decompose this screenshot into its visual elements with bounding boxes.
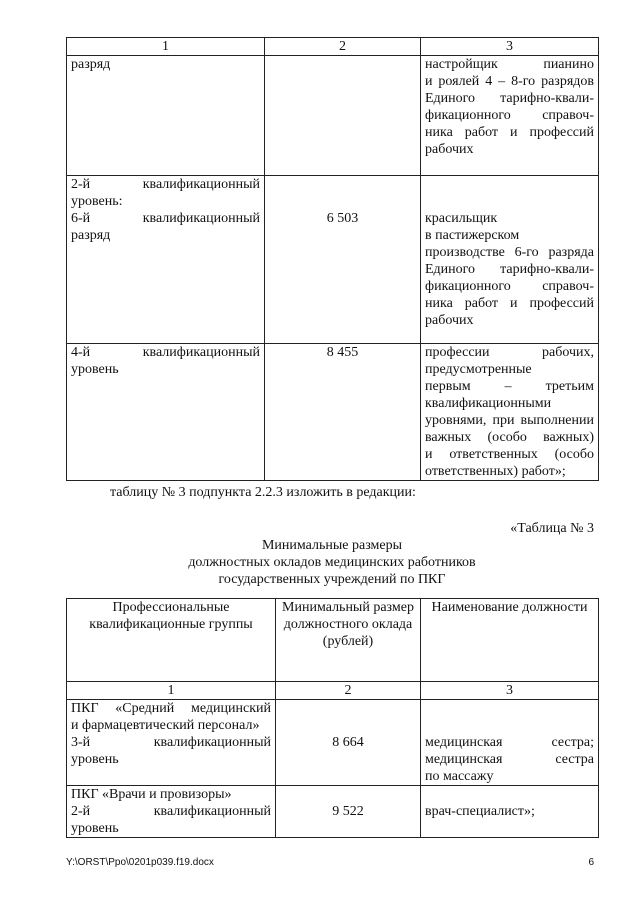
header-cell: 2 [265,38,421,56]
table-header-row [67,38,599,56]
table-cell: красильщик в пастижерском производстве 6-го разряда Единого тарифно-квали- фикационного справоч- ника работ и профессий рабочих [421,176,599,344]
table-continued [66,37,599,481]
header-cell: 1 [67,38,265,56]
table-cell: 8 664 [276,700,421,786]
table-cell: 4-й квалификационный уровень [67,344,265,481]
table-row [67,56,599,176]
table-cell: ПКГ «Врачи и провизоры» 2-й квалификационный уровень [67,786,276,838]
table-row [67,176,599,344]
table-header-row [67,599,599,682]
table-cell: медицинская сестра; медицинская сестра по массажу [421,700,599,786]
number-cell: 3 [421,682,599,700]
table-row [67,344,599,481]
table-label: «Таблица № 3 [510,521,594,536]
table-cell: настройщик пианино и роялей 4 – 8-го разрядов Единого тарифно-квали- фикационного справоч- ника работ и профессий рабочих [421,56,599,176]
table-cell: 8 455 [265,344,421,481]
header-cell: Профессиональные квалификационные группы [67,599,276,682]
instruction-text: таблицу № 3 подпункта 2.2.3 изложить в редакции: [110,485,416,500]
table-number-row [67,682,599,700]
page-number: 6 [588,857,594,868]
number-cell: 2 [276,682,421,700]
table-row [67,786,599,838]
table-cell: 9 522 [276,786,421,838]
table-cell: разряд [67,56,265,176]
table-title: Минимальные размеры должностных окладов медицинских работников государственных учреждений по ПКГ [188,538,476,587]
table-cell: 6 503 [265,176,421,344]
table-cell [265,56,421,176]
table-row [67,700,599,786]
table-cell: ПКГ «Средний медицинский и фармацевтический персонал» 3-й квалификационный уровень [67,700,276,786]
number-cell: 1 [67,682,276,700]
footer-file-path: Y:\ORST\Ppo\0201p039.f19.docx [66,857,214,868]
table-cell: 2-й квалификационный уровень: 6-й квалификационный разряд [67,176,265,344]
table-3 [66,598,599,838]
header-cell: Наименование должности [421,599,599,682]
table-cell: профессии рабочих, предусмотренные первым – третьим квалификационными уровнями, при выполнении важных (особо важных) и ответственных (особо ответственных) работ»; [421,344,599,481]
header-cell: Минимальный размер должностного оклада (рублей) [276,599,421,682]
table-cell: врач-специалист»; [421,786,599,838]
header-cell: 3 [421,38,599,56]
